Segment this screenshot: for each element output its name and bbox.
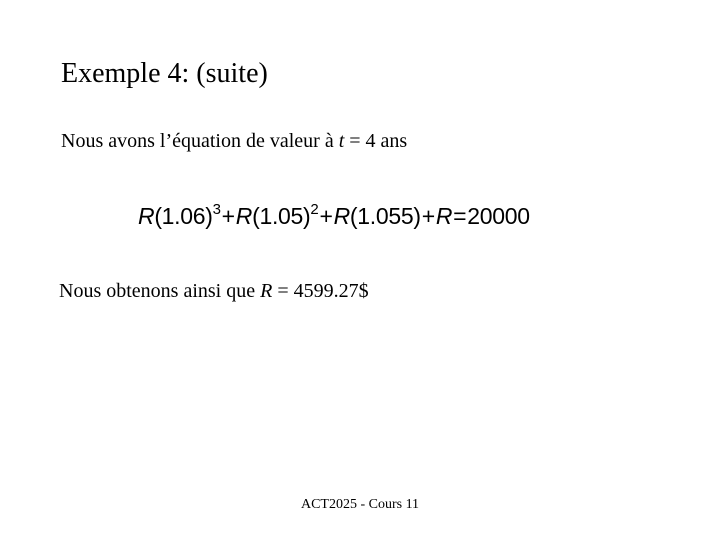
eq-factor: (1.05) [252,203,311,229]
result-statement [59,279,369,303]
eq-var-r: R [235,203,253,229]
eq-equals: = [453,203,467,229]
eq-rhs: 20000 [467,203,530,229]
intro-text-end: = 4 ans [344,130,408,152]
eq-var-r: R [333,203,350,229]
eq-var-r: R [435,203,453,229]
time-variable: t [338,130,345,152]
eq-factor: (1.055) [349,203,421,229]
eq-exponent: 2 [310,201,319,218]
slide-title: Exemple 4: (suite) [61,58,268,89]
eq-plus: + [319,203,333,229]
eq-var-r: R [138,203,155,229]
result-value: = 4599.27$ [272,280,369,302]
eq-plus: + [221,203,235,229]
eq-factor: (1.06) [154,203,213,229]
result-text: Nous obtenons ainsi que [59,280,261,302]
payment-variable: R [260,280,273,302]
eq-plus: + [421,203,435,229]
eq-exponent: 3 [212,201,221,218]
value-equation-intro [61,129,407,153]
slide-footer: ACT2025 - Cours 11 [300,497,420,512]
value-equation [138,196,530,240]
intro-text: Nous avons l’équation de valeur à [61,130,339,152]
